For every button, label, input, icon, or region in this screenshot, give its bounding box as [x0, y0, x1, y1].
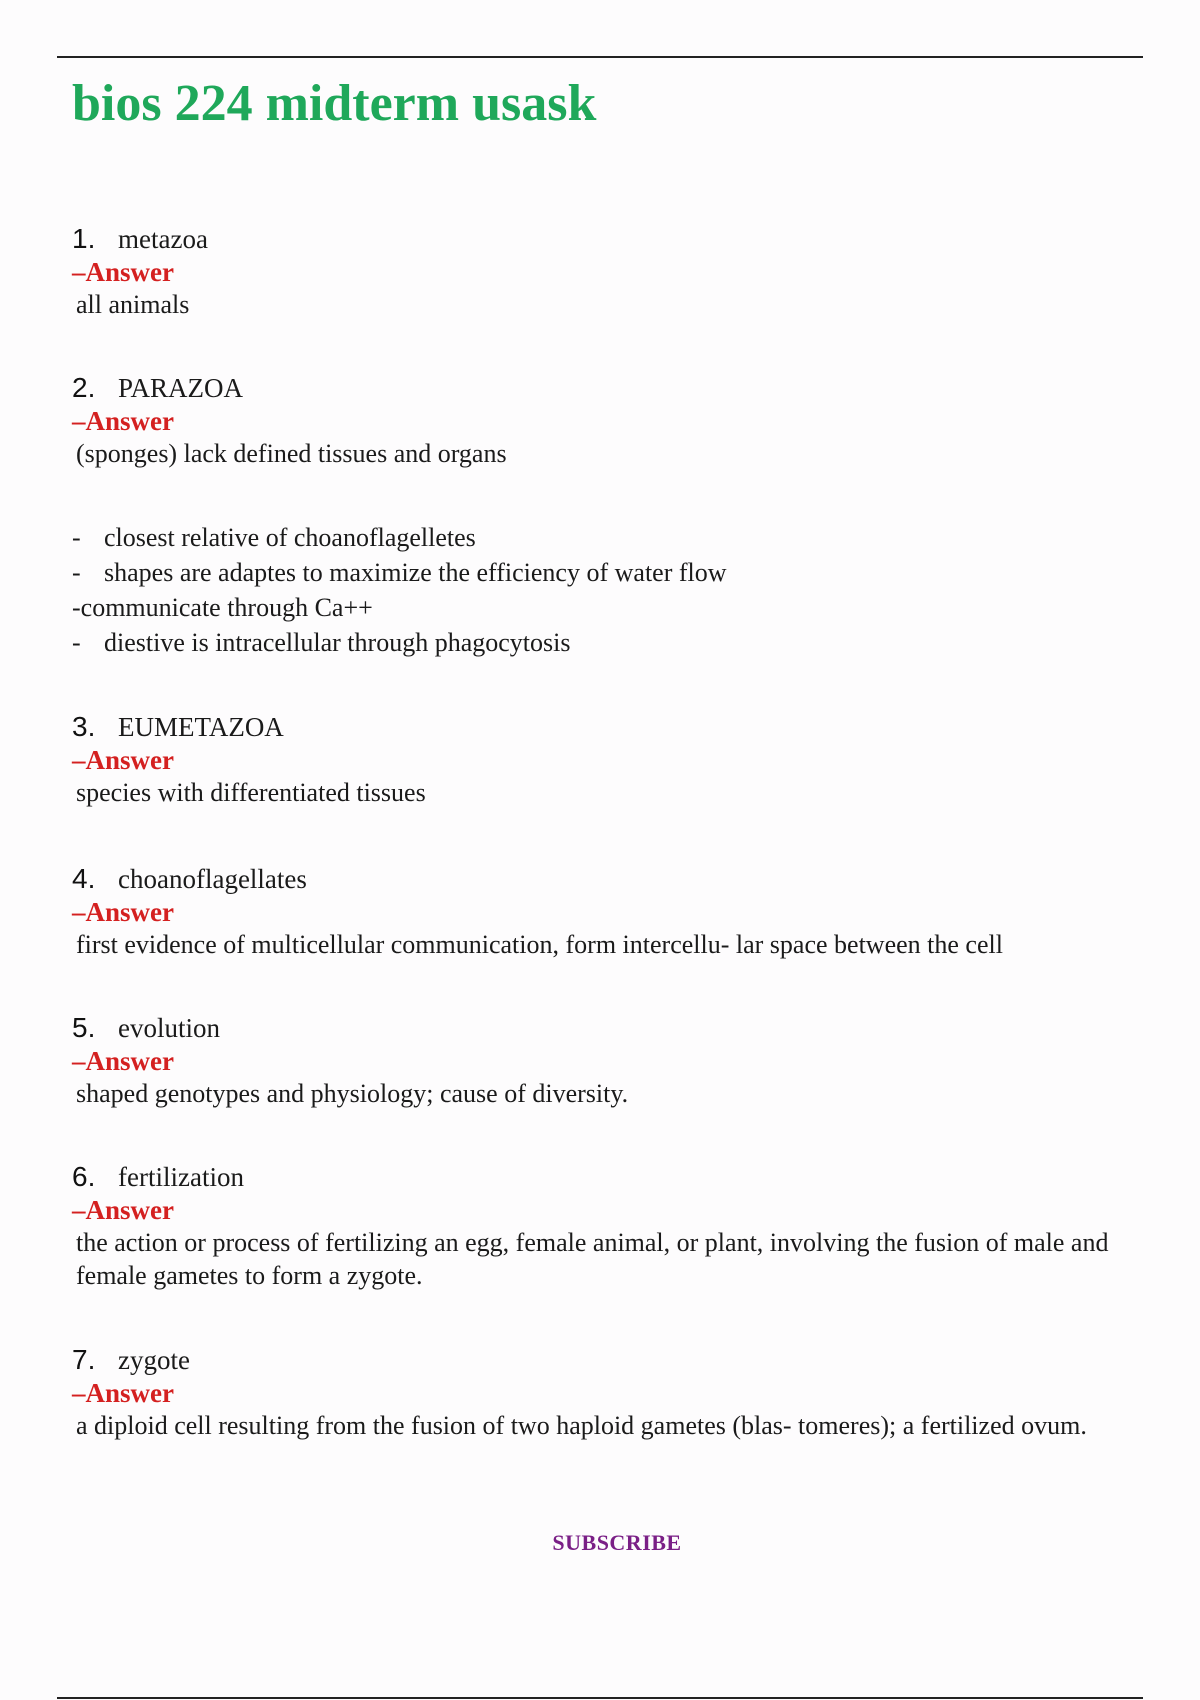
bottom-rule — [57, 1697, 1143, 1699]
subscribe-link[interactable]: SUBSCRIBE — [552, 1530, 682, 1555]
question-line — [72, 371, 1152, 405]
note-dash: - — [72, 628, 81, 657]
question-number: 1. — [72, 223, 96, 254]
question-item-7 — [72, 1343, 1152, 1442]
question-line — [72, 710, 1152, 744]
question-term: fertilization — [118, 1162, 244, 1192]
question-item-2 — [72, 371, 1152, 470]
question-number: 7. — [72, 1344, 96, 1375]
question-item-1 — [72, 222, 1152, 321]
question-term: evolution — [118, 1013, 220, 1043]
answer-text: the action or process of fertilizing an egg, female animal, or plant, involving the fusion of male and female gametes to form a zygote. — [76, 1228, 1109, 1290]
answer-text: (sponges) lack defined tissues and organs — [76, 439, 507, 468]
question-item-5 — [72, 1011, 1152, 1110]
note-text: closest relative of choanoflagelletes — [104, 523, 476, 552]
answer-label: –Answer — [72, 1378, 174, 1408]
question-number: 3. — [72, 711, 96, 742]
question-term: metazoa — [118, 224, 208, 254]
note-text: shapes are adaptes to maximize the efficiency of water flow — [104, 558, 727, 587]
question-line — [72, 1011, 1152, 1045]
question-number: 2. — [72, 372, 96, 403]
note-text: diestive is intracellular through phagocytosis — [104, 628, 571, 657]
answer-label: –Answer — [72, 406, 174, 436]
answer-text: shaped genotypes and physiology; cause of diversity. — [76, 1079, 629, 1108]
question-item-3 — [72, 710, 1152, 809]
note-item — [72, 555, 1072, 590]
answer-label: –Answer — [72, 257, 174, 287]
note-dash: - — [72, 523, 81, 552]
answer-text: all animals — [76, 290, 190, 319]
answer-text: species with differentiated tissues — [76, 778, 426, 807]
note-text: -communicate through Ca++ — [72, 593, 373, 622]
parazoa-notes — [72, 520, 1072, 660]
question-term: choanoflagellates — [118, 864, 307, 894]
note-item — [72, 520, 1072, 555]
answer-label: –Answer — [72, 745, 174, 775]
question-number: 4. — [72, 863, 96, 894]
question-term: zygote — [118, 1345, 190, 1375]
answer-text: a diploid cell resulting from the fusion of two haploid gametes (blas- tomeres); a fertilized ovum. — [76, 1411, 1087, 1440]
answer-text: first evidence of multicellular communication, form intercellu- lar space between the cell — [76, 930, 1003, 959]
answer-label: –Answer — [72, 1046, 174, 1076]
top-rule — [57, 56, 1143, 58]
question-line — [72, 1160, 1152, 1194]
note-dash: - — [72, 558, 81, 587]
note-item — [72, 590, 1072, 625]
question-line — [72, 862, 1152, 896]
page-title: bios 224 midterm usask — [72, 75, 597, 132]
question-item-4 — [72, 862, 1152, 961]
answer-label: –Answer — [72, 1195, 174, 1225]
question-item-6 — [72, 1160, 1152, 1292]
question-term: PARAZOA — [118, 373, 244, 403]
question-line — [72, 1343, 1152, 1377]
question-number: 6. — [72, 1161, 96, 1192]
question-number: 5. — [72, 1012, 96, 1043]
note-item — [72, 625, 1072, 660]
question-term: EUMETAZOA — [118, 712, 284, 742]
answer-label: –Answer — [72, 897, 174, 927]
question-line — [72, 222, 1152, 256]
